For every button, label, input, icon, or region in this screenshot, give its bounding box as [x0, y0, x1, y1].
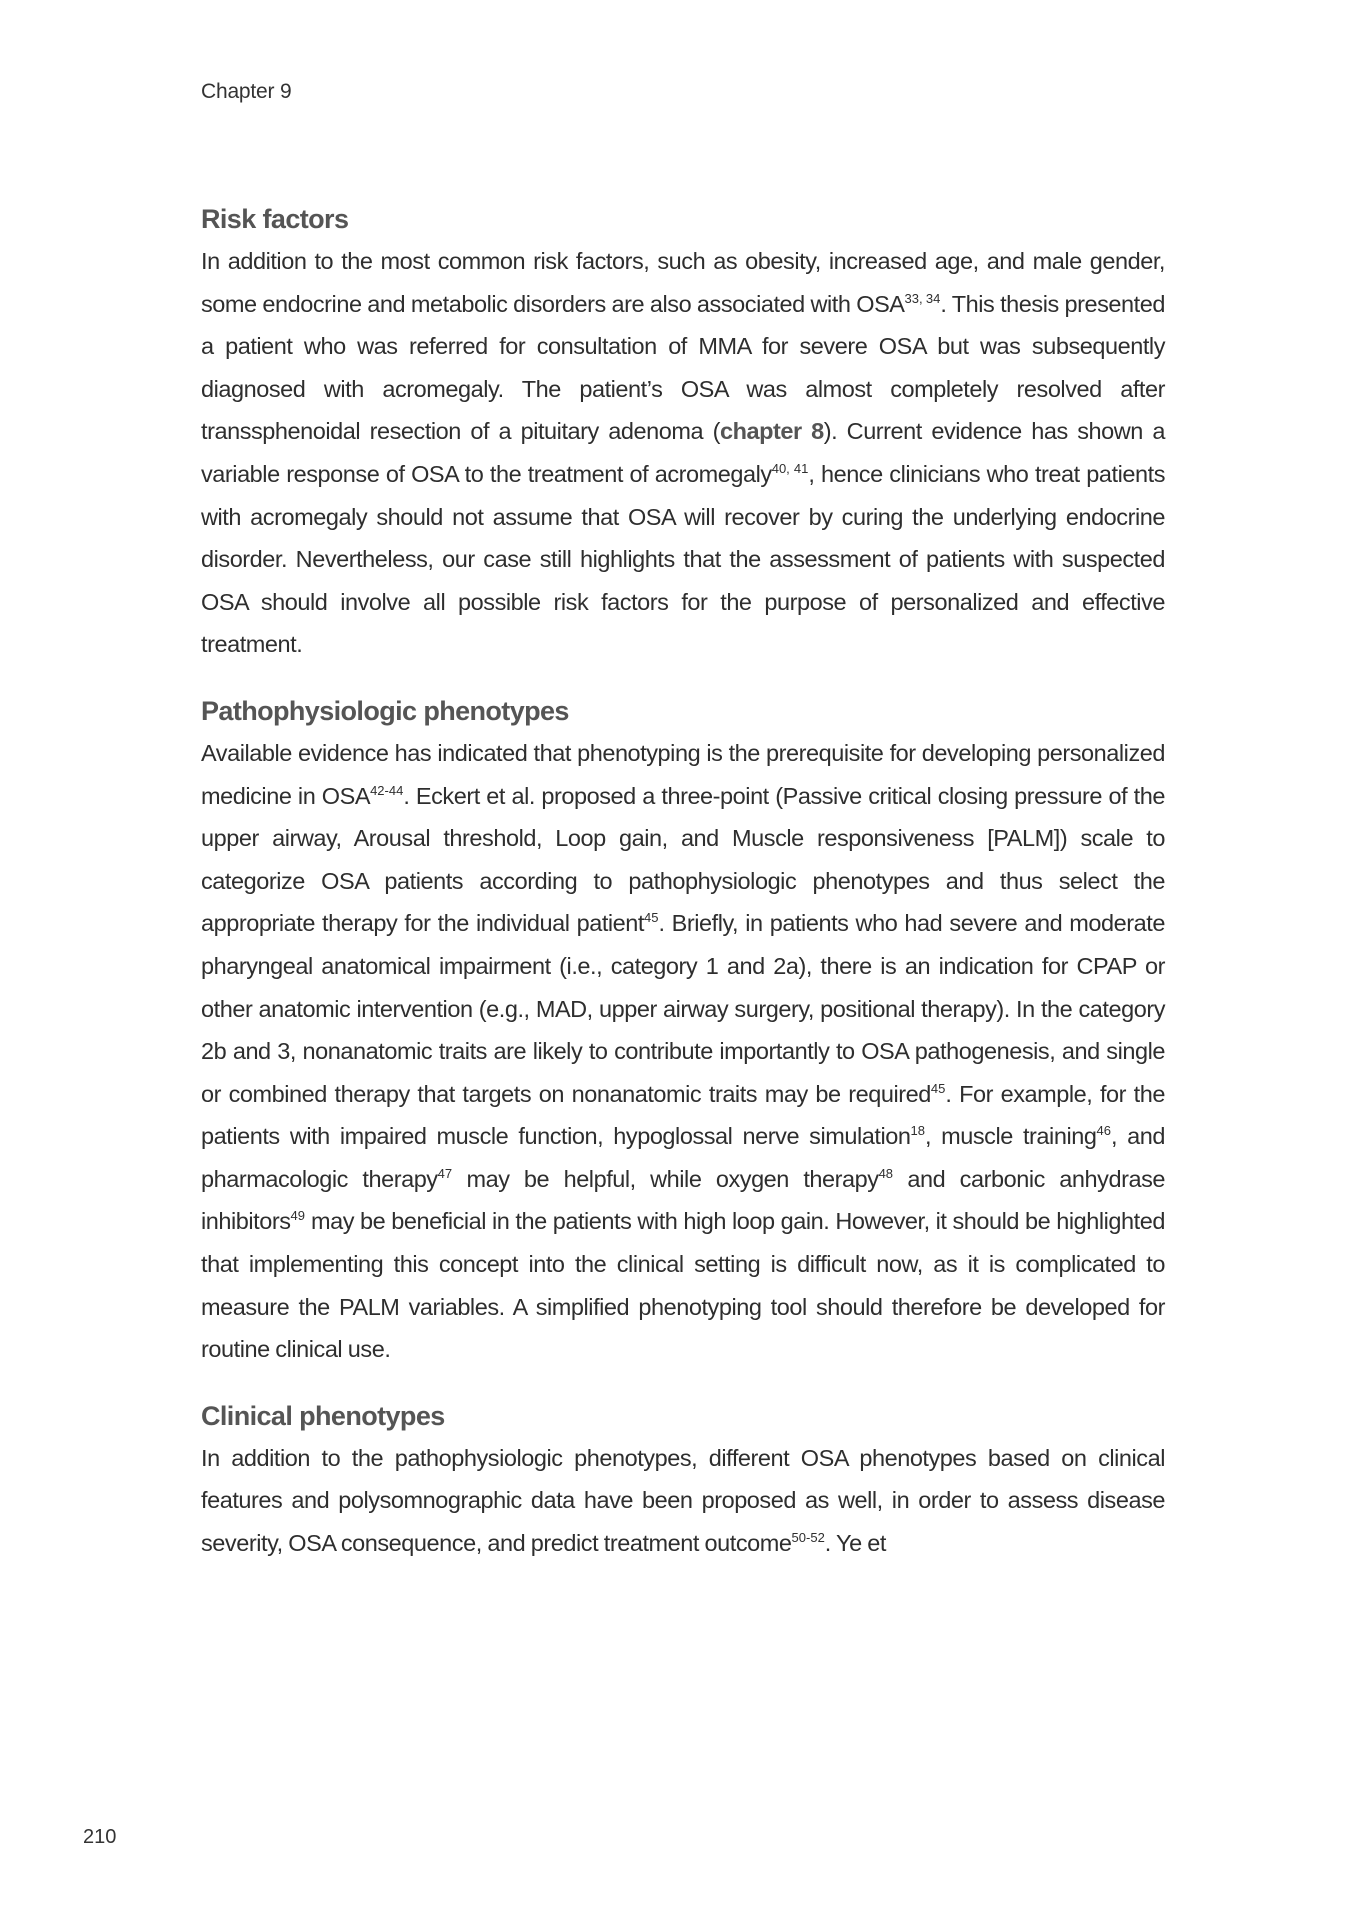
- text-run: In addition to the most common risk factors, such as obesity, increased age, and male gender, some endocrine and metabolic disorders are also associated with OSA: [201, 248, 1165, 317]
- citation-superscript: 46: [1096, 1123, 1111, 1139]
- text-run: may be helpful, while oxygen therapy: [452, 1165, 879, 1192]
- text-run: ). Current evidence has shown a variable response of OSA to the treatment of acromegaly: [201, 418, 1165, 487]
- citation-superscript: 45: [930, 1080, 946, 1096]
- section-paragraph: [201, 240, 1165, 666]
- text-run: , hence clinicians who treat patients with acromegaly should not assume that OSA will recover by curing the underlying endocrine disorder. Nevertheless, our case still highlights that the assessment of patients with suspected OSA should involve all possible risk factors for the purpose of personalized and effective treatment.: [201, 460, 1165, 658]
- text-run: . For example, for the patients with impaired muscle function, hypoglossal nerve simulation: [201, 1080, 1165, 1150]
- text-run: , muscle training: [924, 1123, 1097, 1150]
- section-pathophysiologic-phenotypes: [201, 690, 1165, 1371]
- text-run: In addition to the pathophysiologic phenotypes, different OSA phenotypes based on clinical features and polysomnographic data have been proposed as well, in order to assess disease severity, OSA consequence, and predict treatment outcome: [201, 1444, 1165, 1557]
- citation-superscript: 47: [437, 1166, 453, 1182]
- citation-superscript: 48: [878, 1166, 894, 1182]
- section-paragraph: [201, 732, 1165, 1371]
- section-heading: Pathophysiologic phenotypes: [201, 695, 569, 726]
- section-heading: Risk factors: [201, 204, 349, 234]
- section-paragraph: [201, 1437, 1165, 1565]
- citation-superscript: 45: [644, 910, 659, 926]
- text-run: . Ye et: [824, 1530, 886, 1557]
- page-number: 210: [83, 1826, 117, 1848]
- running-header: Chapter 9: [201, 80, 292, 103]
- citation-superscript: 50-52: [791, 1530, 825, 1546]
- text-run: . Eckert et al. proposed a three-point (Passive critical closing pressure of the upper airway, Arousal threshold, Loop gain, and Muscle responsiveness [PALM]) scale to categorize OSA patients according to pathophysiologic phenotypes and thus select the appropriate therapy for the individual patient: [201, 782, 1165, 937]
- text-run: . Briefly, in patients who had severe and moderate pharyngeal anatomical impairment (i.e., category 1 and 2a), there is an indication for CPAP or other anatomic intervention (e.g., MAD, upper airway surgery, positional therapy). In the category 2b and 3, nonanatomic traits are likely to contribute importantly to OSA pathogenesis, and single or combined therapy that targets on nonanatomic traits may be required: [201, 910, 1165, 1107]
- section-risk-factors: [201, 198, 1165, 666]
- section-heading: Clinical phenotypes: [201, 1400, 445, 1431]
- text-run: Available evidence has indicated that phenotyping is the prerequisite for developing personalized medicine in OSA: [201, 739, 1165, 809]
- page-body: [201, 198, 1165, 1589]
- citation-superscript: 33, 34: [904, 290, 941, 306]
- text-run: . This thesis presented a patient who was referred for consultation of MMA for severe OSA but was subsequently diagnosed with acromegaly. The patient’s OSA was almost completely resolved after transsphenoidal resection of a pituitary adenoma (: [201, 290, 1165, 445]
- text-run: may be beneficial in the patients with high loop gain. However, it should be highlighted that implementing this concept into the clinical setting is difficult now, as it is complicated to measure the PALM variables. A simplified phenotyping tool should therefore be developed for routine clinical use.: [201, 1208, 1165, 1363]
- citation-superscript: 42-44: [370, 782, 404, 798]
- citation-superscript: 49: [290, 1208, 306, 1224]
- section-clinical-phenotypes: [201, 1395, 1165, 1565]
- text-run: and carbonic anhydrase inhibitors: [201, 1165, 1166, 1235]
- text-run: , and pharmacologic therapy: [201, 1123, 1165, 1192]
- citation-superscript: 18: [910, 1123, 925, 1139]
- chapter-reference: chapter 8: [719, 418, 824, 445]
- citation-superscript: 40, 41: [771, 461, 809, 477]
